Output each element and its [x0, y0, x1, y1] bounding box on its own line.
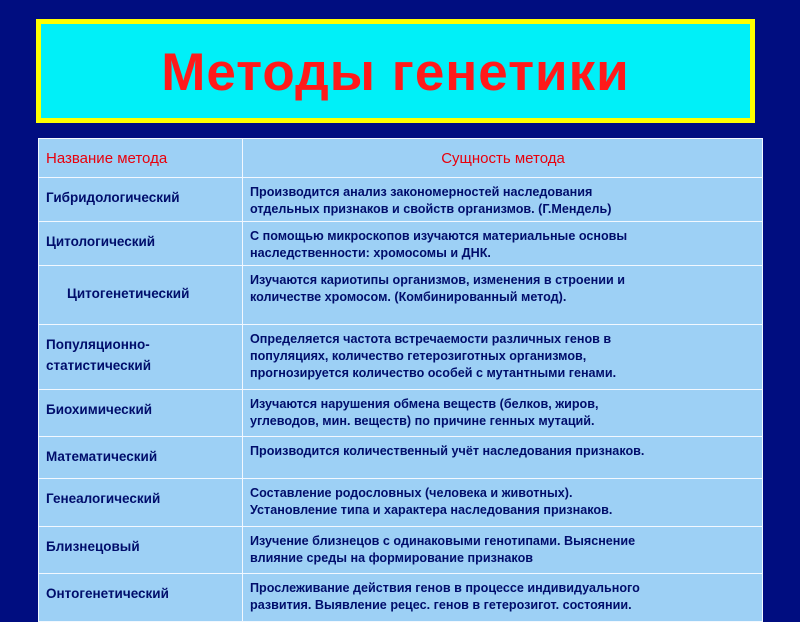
method-name: Гибридологический [39, 178, 243, 222]
method-name: Цитогенетический [39, 266, 243, 325]
description-line: развития. Выявление рецес. генов в гетерозигот. состоянии. [250, 598, 632, 612]
method-name: Онтогенетический [39, 574, 243, 622]
description-line: влияние среды на формирование признаков [250, 551, 534, 565]
table-row [39, 527, 763, 574]
method-description [243, 266, 763, 325]
table-row [39, 178, 763, 222]
table-row [39, 390, 763, 437]
table-row [39, 325, 763, 390]
method-description [243, 527, 763, 574]
method-description [243, 178, 763, 222]
methods-table [38, 138, 763, 622]
method-name [39, 325, 243, 390]
table-row [39, 266, 763, 325]
description-line: Прослеживание действия генов в процессе индивидуального [250, 581, 640, 595]
description-line: С помощью микроскопов изучаются материальные основы [250, 229, 628, 243]
description-line: отдельных признаков и свойств организмов. (Г.Мендель) [250, 202, 612, 216]
table-row [39, 222, 763, 266]
description-line: популяциях, количество гетерозиготных организмов, [250, 349, 587, 363]
table-header-row [39, 139, 763, 178]
table-row [39, 479, 763, 527]
description-line: Составление родословных (человека и животных). [250, 486, 573, 500]
method-name: Генеалогический [39, 479, 243, 527]
description-line: Установление типа и характера наследования признаков. [250, 503, 613, 517]
description-line: Производится анализ закономерностей наследования [250, 185, 593, 199]
method-description [243, 222, 763, 266]
method-name: Цитологический [39, 222, 243, 266]
method-name: Математический [39, 437, 243, 479]
description-line: Изучаются кариотипы организмов, изменения в строении и [250, 273, 625, 287]
slide-title: Методы генетики [161, 42, 630, 102]
description-line: Изучаются нарушения обмена веществ (белков, жиров, [250, 397, 599, 411]
title-box [36, 19, 755, 123]
method-description [243, 325, 763, 390]
method-description [243, 574, 763, 622]
method-name: Биохимический [39, 390, 243, 437]
method-description [243, 437, 763, 479]
description-line: Производится количественный учёт наследования признаков. [250, 444, 645, 458]
description-line: Изучение близнецов с одинаковыми генотипами. Выяснение [250, 534, 636, 548]
description-line: углеводов, мин. веществ) по причине генных мутаций. [250, 414, 595, 428]
method-description [243, 390, 763, 437]
method-name-line: Популяционно- [46, 337, 150, 352]
method-name-line: статистический [46, 358, 151, 373]
description-line: Определяется частота встречаемости различных генов в [250, 332, 612, 346]
header-method-essence: Сущность метода [243, 139, 763, 178]
description-line: наследственности: хромосомы и ДНК. [250, 246, 491, 260]
description-line: количестве хромосом. (Комбинированный метод). [250, 290, 567, 304]
method-description [243, 479, 763, 527]
header-method-name: Название метода [39, 139, 243, 178]
method-name: Близнецовый [39, 527, 243, 574]
table-row [39, 437, 763, 479]
table-row [39, 574, 763, 622]
description-line: прогнозируется количество особей с мутантными генами. [250, 366, 617, 380]
